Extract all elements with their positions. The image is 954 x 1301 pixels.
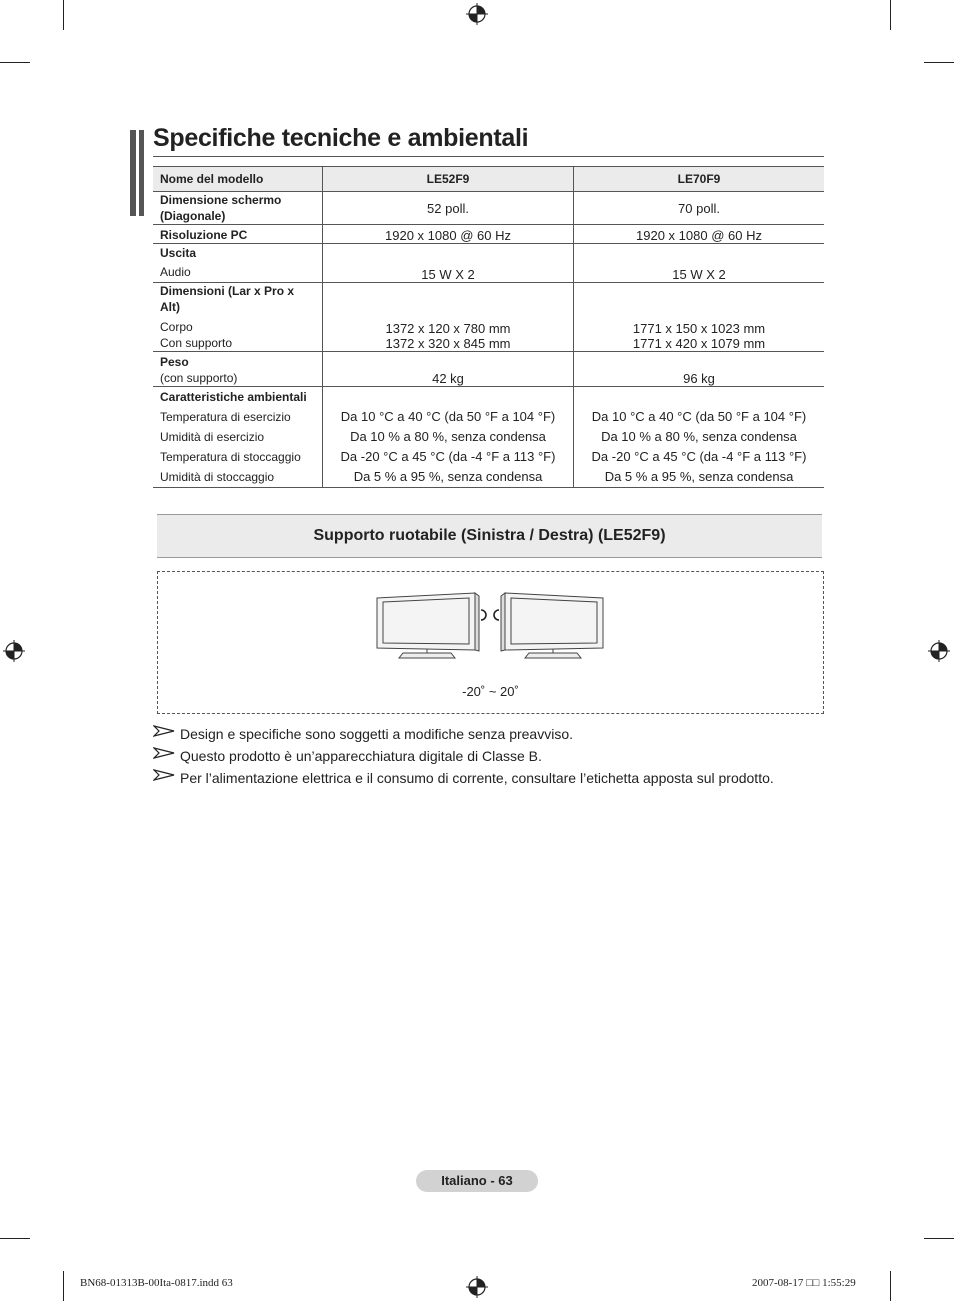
cell-line: 1372 x 320 x 845 mm xyxy=(385,336,511,351)
row-label-text: Uscita xyxy=(160,246,197,260)
row-sublabel: (con supporto) xyxy=(160,371,238,385)
cell-value: 1920 x 1080 @ 60 Hz xyxy=(574,225,825,244)
cell-value: 42 kg xyxy=(323,352,574,387)
cell-line: Da 10 % a 80 %, senza condensa xyxy=(350,429,546,444)
crop-mark xyxy=(890,0,891,30)
cell-line: Da 10 % a 80 %, senza condensa xyxy=(601,429,797,444)
tv-right-icon xyxy=(501,593,603,658)
note-arrow-icon xyxy=(153,768,175,782)
note-text: Per l’alimentazione elettrica e il consumo di corrente, consultare l’etichetta apposta sul prodotto. xyxy=(180,770,774,786)
cell-line: 1771 x 420 x 1079 mm xyxy=(632,336,766,351)
cell-value: 15 W X 2 xyxy=(574,244,825,283)
row-label xyxy=(153,387,323,488)
cell-value: 70 poll. xyxy=(574,192,825,225)
timestamp: 2007-08-17 □□ 1:55:29 xyxy=(752,1277,856,1289)
table-row-resolution xyxy=(153,225,824,244)
cell-line: Da 5 % a 95 %, senza condensa xyxy=(353,469,543,484)
cell-line: 1372 x 120 x 780 mm xyxy=(385,321,511,336)
registration-mark-icon xyxy=(3,640,25,662)
tv-illustration xyxy=(375,588,605,660)
cell-value: 96 kg xyxy=(574,352,825,387)
row-sublabel: Con supporto xyxy=(160,336,233,350)
note-text: Design e specifiche sono soggetti a modifiche senza preavviso. xyxy=(180,726,573,742)
section-title: Supporto ruotabile (Sinistra / Destra) (LE52F9) xyxy=(313,527,666,544)
note-item xyxy=(153,768,833,790)
table-header-row xyxy=(153,167,824,192)
rotate-right-arrow-icon xyxy=(494,610,499,620)
row-label-text: Peso xyxy=(160,355,189,369)
table-row-weight xyxy=(153,352,824,387)
registration-mark-icon xyxy=(466,1276,488,1298)
table-row-output xyxy=(153,244,824,283)
rotate-left-arrow-icon xyxy=(481,610,486,620)
row-label-line: Dimensione schermo xyxy=(160,193,282,207)
title-accent-stripe xyxy=(136,130,139,216)
row-label xyxy=(153,283,323,352)
header-model-b: LE70F9 xyxy=(574,167,825,192)
note-arrow-icon xyxy=(153,724,175,738)
row-label-text: Caratteristiche ambientali xyxy=(160,390,307,404)
row-sublabel: Umidità di esercizio xyxy=(160,430,265,444)
section-header xyxy=(157,514,822,558)
crop-mark xyxy=(0,1238,30,1239)
cell-value: 15 W X 2 xyxy=(323,244,574,283)
row-label-text: Dimensioni (Lar x Pro x Alt) xyxy=(160,284,295,314)
crop-mark xyxy=(63,0,64,30)
cell-line: Da 5 % a 95 %, senza condensa xyxy=(604,469,794,484)
cell-value xyxy=(574,387,825,488)
cell-value: 1920 x 1080 @ 60 Hz xyxy=(323,225,574,244)
row-label-text: Risoluzione PC xyxy=(160,228,248,242)
note-text: Questo prodotto è un’apparecchiatura digitale di Classe B. xyxy=(180,748,542,764)
cell-line: Da -20 °C a 45 °C (da -4 °F a 113 °F) xyxy=(591,449,807,464)
crop-mark xyxy=(0,62,30,63)
table-row-screen xyxy=(153,192,824,225)
row-sublabel: Corpo xyxy=(160,320,193,334)
title-rule xyxy=(153,156,824,157)
header-model-a: LE52F9 xyxy=(323,167,574,192)
row-sublabel: Audio xyxy=(160,265,191,279)
cell-value xyxy=(323,283,574,352)
crop-mark xyxy=(890,1271,891,1301)
header-label: Nome del modello xyxy=(153,167,323,192)
row-sublabel: Temperatura di esercizio xyxy=(160,410,291,424)
crop-mark xyxy=(63,1271,64,1301)
cell-value xyxy=(574,283,825,352)
page-title: Specifiche tecniche e ambientali xyxy=(153,124,529,152)
crop-mark xyxy=(924,62,954,63)
note-item xyxy=(153,724,833,746)
row-sublabel: Umidità di stoccaggio xyxy=(160,470,275,484)
registration-mark-icon xyxy=(928,640,950,662)
stand-illustration-box xyxy=(157,571,824,714)
row-label xyxy=(153,244,323,283)
table-row-environment xyxy=(153,387,824,488)
file-info: BN68-01313B-00Ita-0817.indd 63 xyxy=(80,1277,233,1289)
tv-left-icon xyxy=(377,593,479,658)
registration-mark-icon xyxy=(466,3,488,25)
row-sublabel: Temperatura di stoccaggio xyxy=(160,450,301,464)
row-label-line: (Diagonale) xyxy=(160,209,226,223)
table-row-dimensions xyxy=(153,283,824,352)
spec-table xyxy=(153,166,824,488)
cell-line: Da 10 °C a 40 °C (da 50 °F a 104 °F) xyxy=(340,409,556,424)
crop-mark xyxy=(924,1238,954,1239)
cell-value xyxy=(323,387,574,488)
rotation-angle-label: -20˚ ~ 20˚ xyxy=(462,684,519,699)
note-arrow-icon xyxy=(153,746,175,760)
note-item xyxy=(153,746,833,768)
page-number-badge: Italiano - 63 xyxy=(416,1170,538,1192)
notes-list xyxy=(153,724,833,790)
row-label xyxy=(153,352,323,387)
cell-line: 1771 x 150 x 1023 mm xyxy=(632,321,766,336)
row-label xyxy=(153,225,323,244)
row-label xyxy=(153,192,323,225)
cell-value: 52 poll. xyxy=(323,192,574,225)
cell-line: Da -20 °C a 45 °C (da -4 °F a 113 °F) xyxy=(340,449,556,464)
cell-line: Da 10 °C a 40 °C (da 50 °F a 104 °F) xyxy=(591,409,807,424)
